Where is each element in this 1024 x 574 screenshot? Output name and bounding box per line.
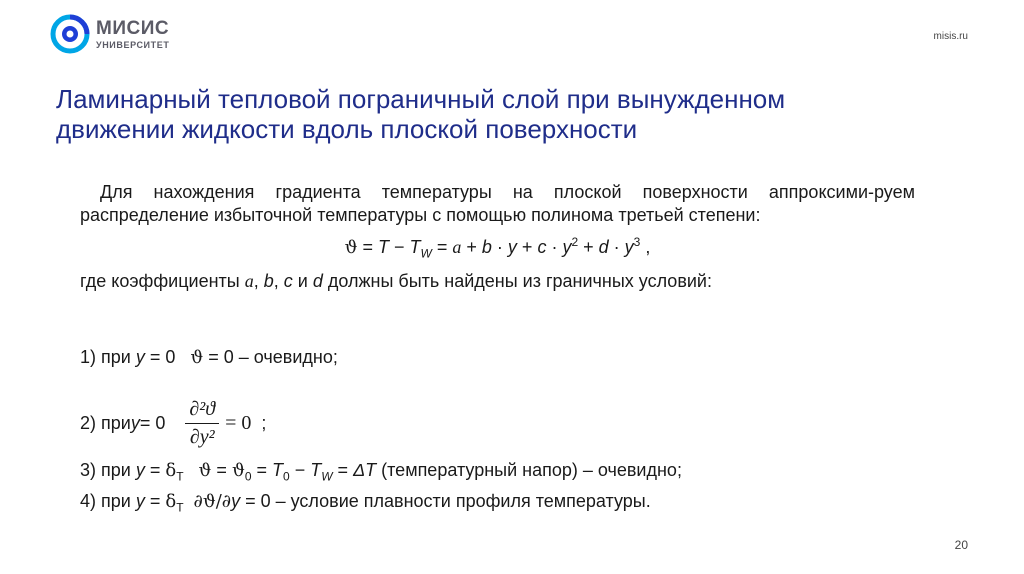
formula-dot2: · bbox=[546, 237, 563, 257]
c2-equals-zero: = 0 bbox=[225, 412, 252, 434]
coef-a: a bbox=[244, 270, 254, 291]
coef-suffix: должны быть найдены из граничных условий: bbox=[322, 270, 712, 291]
c1-suffix: – очевидно; bbox=[233, 347, 338, 367]
c3-deltaT: ΔT bbox=[353, 460, 377, 480]
c2-eq0: = 0 bbox=[139, 413, 166, 433]
formula-TW: T bbox=[409, 237, 421, 257]
c4-eq0: = 0 bbox=[240, 491, 271, 511]
formula-dot3: · bbox=[608, 237, 625, 257]
coefficients-line bbox=[80, 270, 915, 293]
slide-content bbox=[80, 181, 915, 293]
c4-y2: y bbox=[231, 491, 241, 511]
formula-y1: y bbox=[507, 237, 517, 257]
c3-TW: T bbox=[310, 460, 322, 480]
c3-prefix: 3) при bbox=[80, 460, 136, 480]
formula-theta: ϑ bbox=[344, 237, 358, 258]
fraction-denominator: ∂y² bbox=[189, 426, 215, 448]
coef-b: b bbox=[263, 270, 274, 291]
formula-y3: y bbox=[624, 237, 634, 257]
formula-tail: , bbox=[640, 237, 651, 257]
formula-y2: y bbox=[562, 237, 572, 257]
condition-3 bbox=[80, 460, 682, 484]
c4-suffix: – условие плавности профиля температуры. bbox=[270, 491, 651, 511]
site-url[interactable]: misis.ru bbox=[933, 31, 968, 42]
c3-TW-sub: W bbox=[321, 469, 333, 484]
coef-comma2: , bbox=[273, 270, 284, 291]
c1-prefix: 1) при bbox=[80, 347, 136, 367]
c1-theta: ϑ bbox=[190, 347, 204, 368]
c3-gap bbox=[184, 460, 199, 480]
c3-delta: δ bbox=[165, 460, 177, 481]
formula-eq2: = bbox=[431, 237, 453, 257]
coef-comma1: , bbox=[253, 270, 264, 291]
logo bbox=[50, 14, 169, 54]
page-number: 20 bbox=[954, 538, 968, 552]
c4-delta: δ bbox=[165, 491, 177, 512]
logo-subtitle: УНИВЕРСИТЕТ bbox=[96, 39, 170, 50]
c3-T0: T bbox=[272, 460, 284, 480]
condition-2 bbox=[80, 398, 266, 449]
formula-TW-sub: W bbox=[420, 246, 432, 261]
c4-derivative: ∂ϑ/∂ bbox=[193, 491, 232, 512]
c4-prefix: 4) при bbox=[80, 491, 136, 511]
c4-delta-sub: T bbox=[176, 500, 184, 515]
formula-plus3: + bbox=[578, 237, 599, 257]
c2-prefix: 2) при bbox=[80, 413, 131, 433]
coef-and: и bbox=[292, 270, 313, 291]
intro-paragraph: Для нахождения градиента температуры на плоской поверхности аппроксими-руем распределение избыточной температуры с помощью полинома третьей степени: bbox=[80, 182, 915, 225]
c3-eq3: = bbox=[251, 460, 273, 480]
c3-y: y bbox=[135, 460, 145, 480]
coef-c: c bbox=[283, 270, 293, 291]
c3-eq4: = bbox=[332, 460, 354, 480]
c3-minus: − bbox=[289, 460, 311, 480]
c1-eq0: = 0 bbox=[144, 347, 191, 367]
formula-b: b bbox=[481, 237, 492, 257]
condition-1 bbox=[80, 347, 338, 368]
c2-suffix: ; bbox=[251, 413, 267, 433]
coef-d: d bbox=[312, 270, 323, 291]
c3-theta: ϑ bbox=[198, 460, 212, 481]
formula-eq1: = bbox=[357, 237, 379, 257]
fraction-numerator: ∂²ϑ bbox=[185, 398, 219, 424]
condition-4 bbox=[80, 491, 651, 515]
formula-T: T bbox=[378, 237, 390, 257]
formula-c: c bbox=[537, 237, 547, 257]
second-derivative-fraction bbox=[185, 398, 219, 449]
c4-eq: = bbox=[144, 491, 166, 511]
formula-y2-sup: 2 bbox=[571, 235, 579, 249]
c3-eq: = bbox=[144, 460, 166, 480]
c1-eq0b: = 0 bbox=[203, 347, 234, 367]
slide-title bbox=[56, 84, 936, 144]
c3-suffix: (температурный напор) – очевидно; bbox=[376, 460, 682, 480]
title-line-1: Ламинарный тепловой пограничный слой при вынужденном bbox=[56, 84, 786, 114]
c3-theta0-sub: 0 bbox=[244, 469, 252, 484]
c4-gap bbox=[184, 491, 194, 511]
logo-name: МИСИС bbox=[96, 17, 170, 39]
misis-logo-icon bbox=[50, 14, 90, 54]
formula-d: d bbox=[598, 237, 609, 257]
polynomial-formula bbox=[80, 231, 915, 266]
logo-text bbox=[96, 19, 169, 50]
coef-prefix: где коэффициенты bbox=[80, 270, 245, 291]
c3-theta0: ϑ bbox=[231, 460, 245, 481]
formula-dot1: · bbox=[491, 237, 508, 257]
c3-delta-sub: T bbox=[176, 469, 184, 484]
c3-T0-sub: 0 bbox=[283, 469, 290, 484]
formula-plus2: + bbox=[516, 237, 538, 257]
formula-minus: − bbox=[389, 237, 410, 257]
formula-a: a bbox=[452, 237, 462, 257]
formula-y3-sup: 3 bbox=[633, 235, 641, 249]
c4-y: y bbox=[135, 491, 145, 511]
formula-plus1: + bbox=[461, 237, 482, 257]
c3-eq2: = bbox=[211, 460, 232, 480]
c2-y: y bbox=[130, 413, 140, 433]
title-line-2: движении жидкости вдоль плоской поверхности bbox=[56, 114, 638, 144]
c1-y: y bbox=[135, 347, 145, 367]
